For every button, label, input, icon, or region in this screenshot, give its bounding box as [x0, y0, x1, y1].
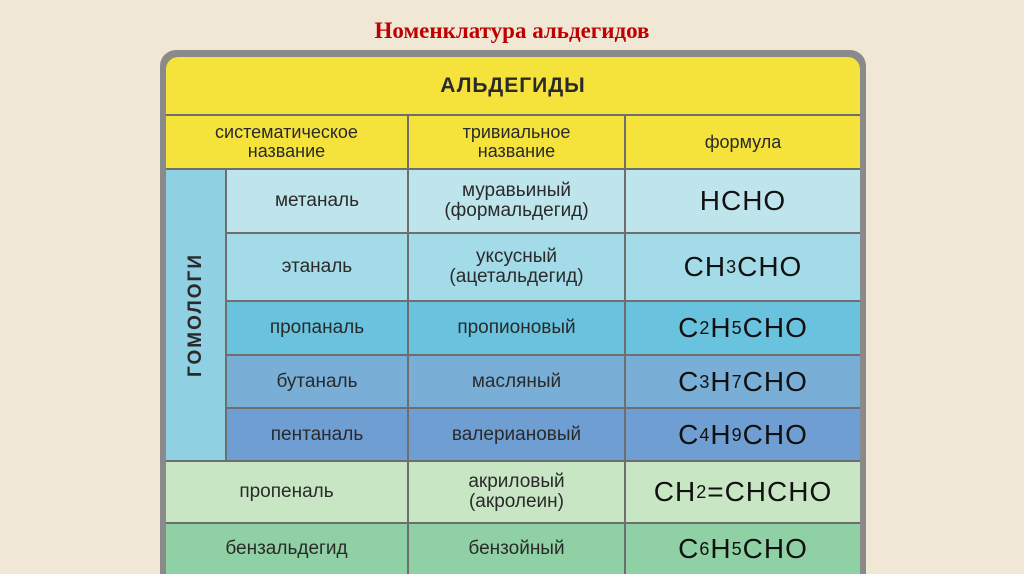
formula-subscript: 9 — [731, 424, 743, 445]
table-cell-formula — [626, 409, 860, 462]
formula-part: CHO — [737, 251, 803, 282]
table-cell-formula — [626, 302, 860, 356]
formula-part: CH — [683, 251, 727, 282]
formula-part: C — [678, 365, 700, 397]
trivial-line1: акриловый — [468, 471, 565, 492]
trivial-line2: (акролеин) — [468, 491, 564, 512]
formula-part: CH — [653, 476, 697, 507]
column-header-trivial-line1: тривиальное — [462, 122, 571, 142]
table-cell-formula — [626, 234, 860, 302]
trivial-line2: (ацетальдегид) — [449, 266, 584, 287]
table-header: АЛЬДЕГИДЫ — [166, 57, 860, 116]
formula-part: CHO — [742, 312, 808, 343]
formula-subscript: 3 — [726, 257, 738, 277]
column-header-systematic — [166, 116, 409, 170]
table-cell-formula — [626, 524, 860, 574]
table-cell-systematic: пентаналь — [227, 409, 409, 462]
page-title: Номенклатура альдегидов — [374, 18, 650, 43]
aldehyde-table — [166, 57, 860, 574]
column-header-systematic-line2: название — [247, 141, 326, 161]
formula-subscript: 5 — [731, 318, 743, 338]
formula-part: CHO — [742, 365, 808, 397]
formula-part: C — [678, 418, 700, 450]
formula-part: CHO — [742, 418, 808, 450]
column-header-systematic-line1: систематическое — [215, 122, 358, 142]
formula-part: C — [678, 312, 700, 343]
table-cell-systematic: бензальдегид — [166, 524, 409, 574]
formula-subscript: 3 — [699, 371, 711, 392]
column-header-trivial — [409, 116, 626, 170]
table-cell-trivial — [409, 234, 626, 302]
table-cell-systematic: пропаналь — [227, 302, 409, 356]
formula-part: H — [710, 312, 732, 343]
homologs-side-label — [166, 170, 227, 462]
formula-part: =CHCHO — [707, 476, 833, 507]
table-cell-systematic: этаналь — [227, 234, 409, 302]
formula-part: H — [710, 533, 732, 564]
formula-part: H — [710, 418, 732, 450]
formula-part: C — [678, 533, 700, 564]
homologs-side-text: ГОМОЛОГИ — [184, 253, 206, 377]
table-cell-formula — [626, 356, 860, 409]
table-cell-trivial: валериановый — [409, 409, 626, 462]
table-cell-trivial: масляный — [409, 356, 626, 409]
table-cell-trivial — [409, 462, 626, 524]
formula-subscript: 2 — [699, 318, 711, 338]
table-cell-trivial: бензойный — [409, 524, 626, 574]
formula-subscript: 2 — [696, 482, 708, 502]
formula-subscript: 6 — [699, 539, 711, 559]
table-cell-systematic: метаналь — [227, 170, 409, 234]
formula-subscript: 5 — [731, 539, 743, 559]
table-cell-trivial — [409, 170, 626, 234]
formula-part: HCHO — [699, 185, 787, 216]
table-cell-systematic: пропеналь — [166, 462, 409, 524]
table-cell-formula — [626, 170, 860, 234]
table-cell-systematic: бутаналь — [227, 356, 409, 409]
column-header-formula: формула — [626, 116, 860, 170]
formula-subscript: 7 — [731, 371, 743, 392]
trivial-line1: уксусный — [475, 246, 558, 267]
formula-part: CHO — [742, 533, 808, 564]
table-cell-trivial: пропионовый — [409, 302, 626, 356]
column-header-trivial-line2: название — [477, 141, 556, 161]
trivial-line1: муравьиный — [461, 180, 572, 201]
table-cell-formula — [626, 462, 860, 524]
trivial-line2: (формальдегид) — [444, 200, 589, 221]
formula-subscript: 4 — [699, 424, 711, 445]
formula-part: H — [710, 365, 732, 397]
